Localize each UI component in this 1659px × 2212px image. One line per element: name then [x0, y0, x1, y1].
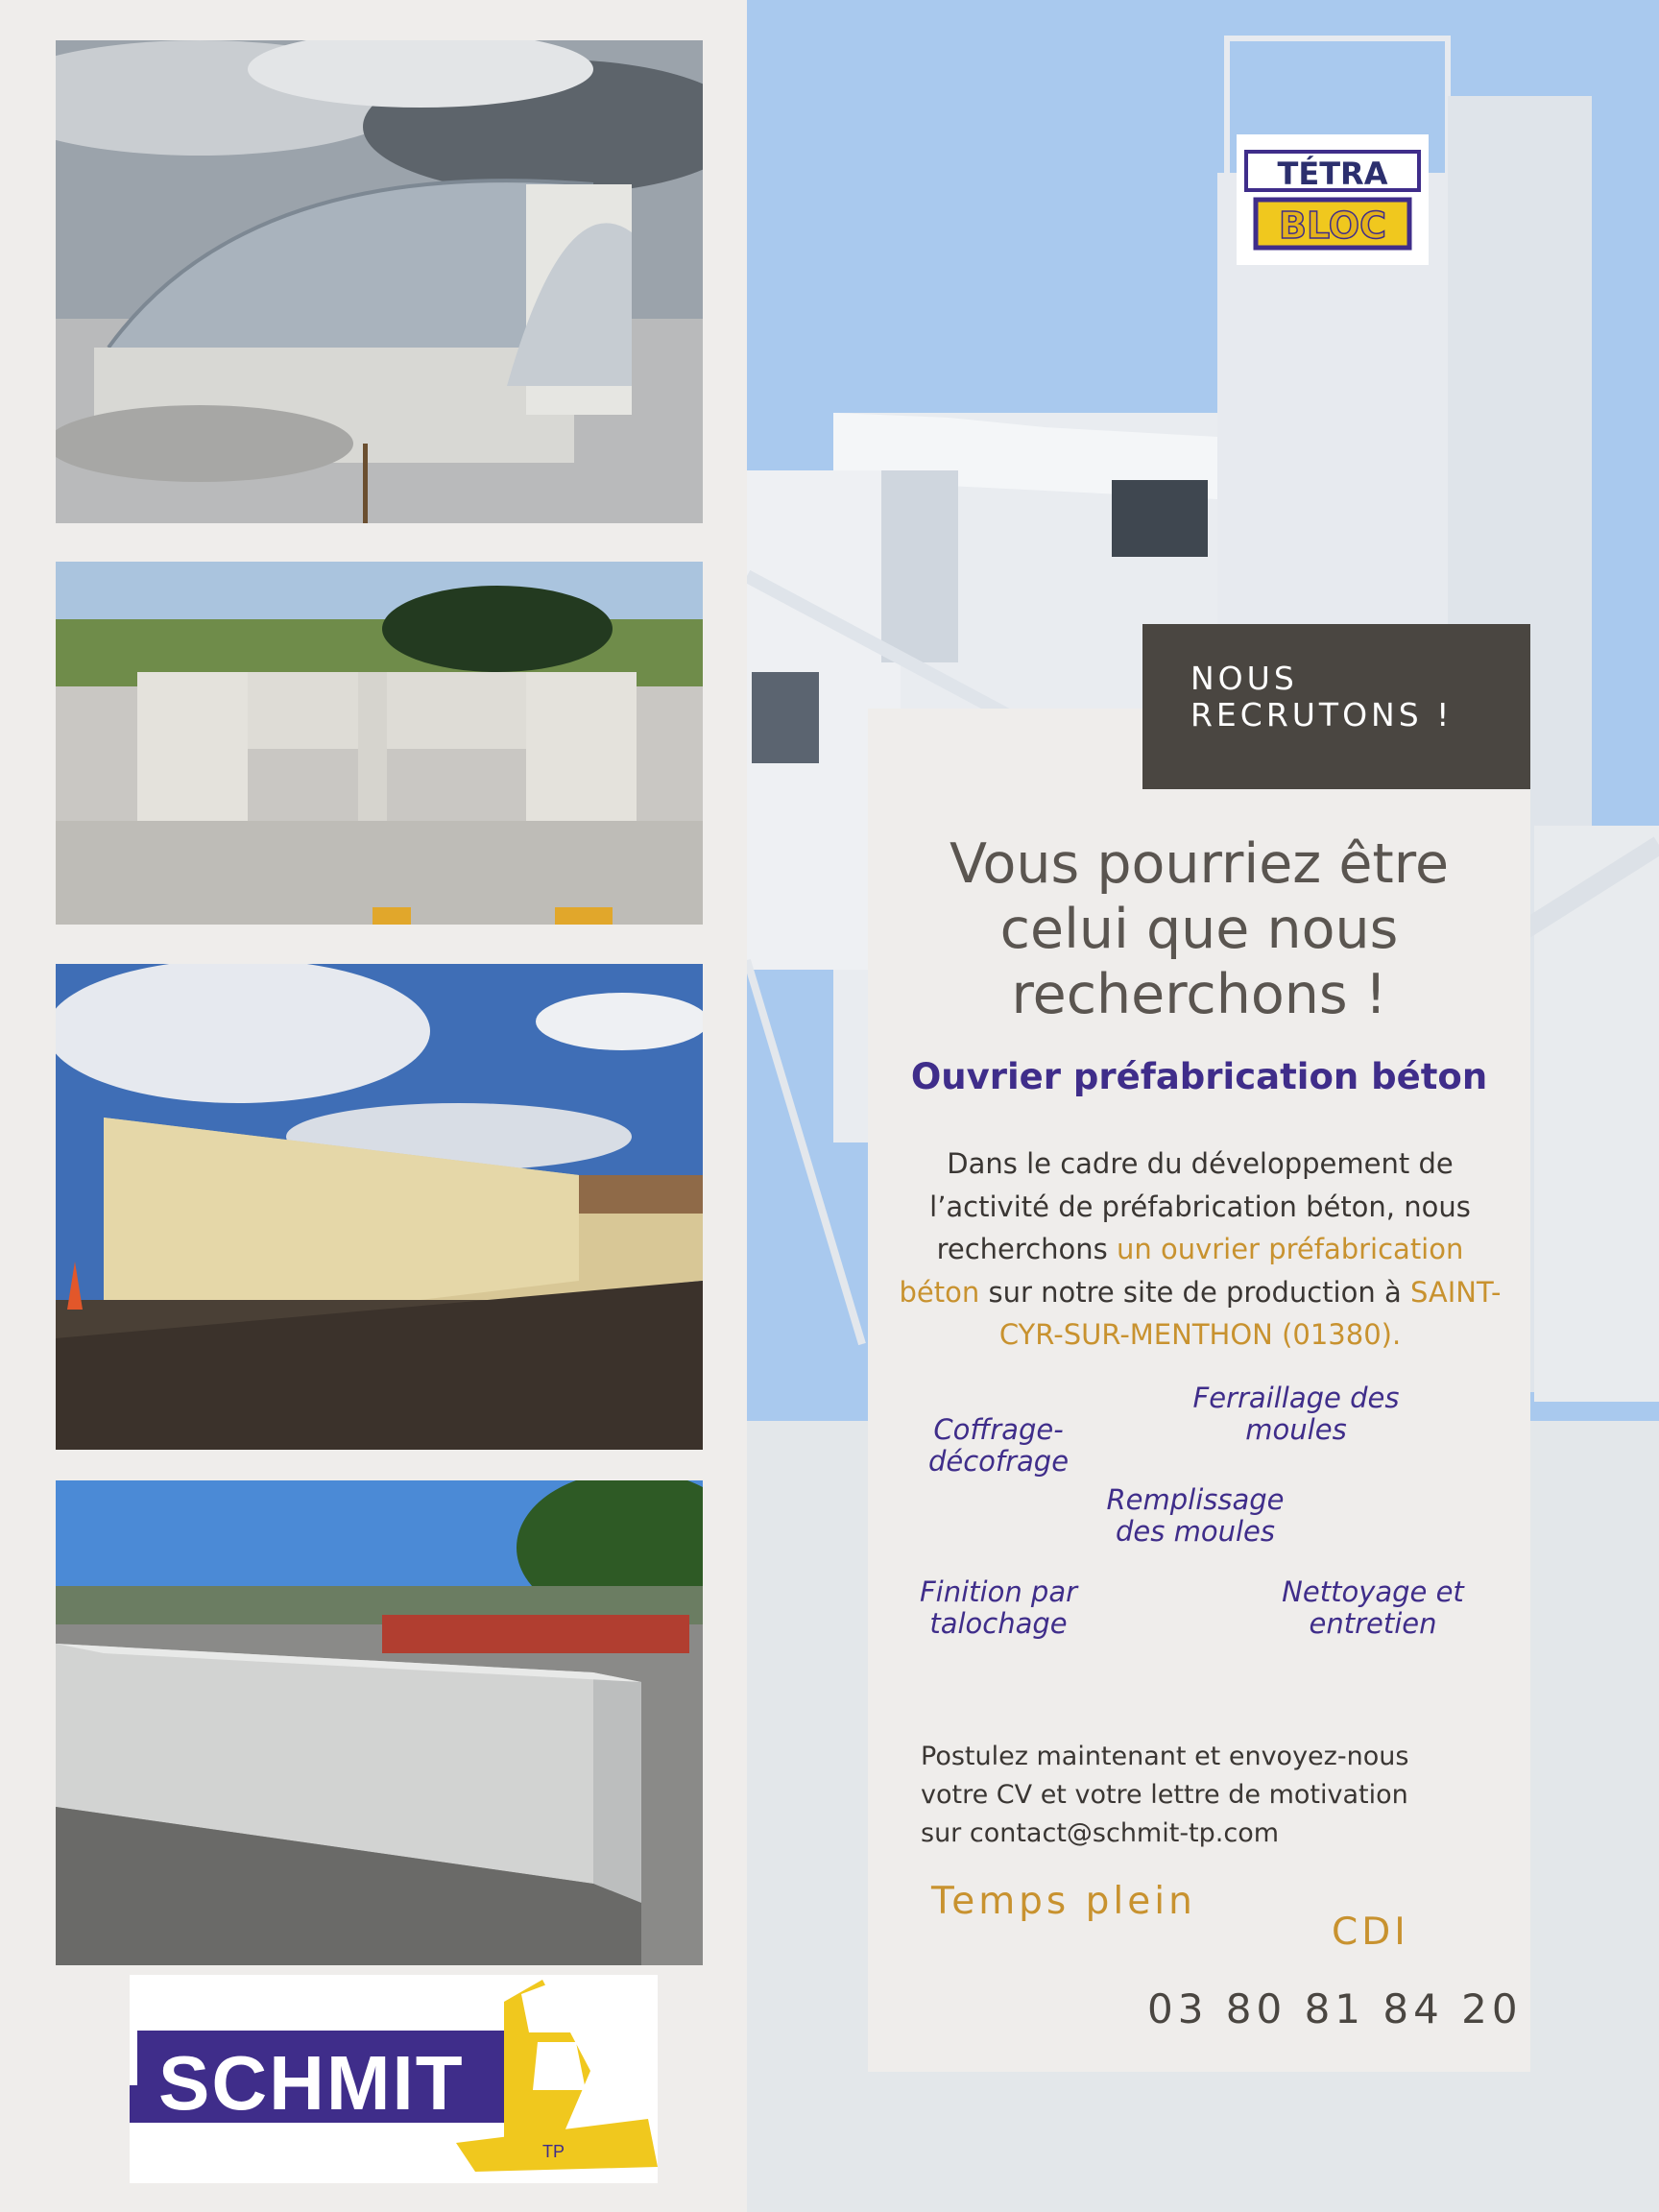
- description-text-1: Dans le cadre du développement de l’activité de préfabrication béton, nous recherchons: [929, 1147, 1471, 1265]
- svg-text:BLOC: BLOC: [1278, 204, 1387, 247]
- apply-line-2: votre CV et votre lettre de motivation: [921, 1780, 1408, 1810]
- apply-line-3: sur contact@schmit-tp.com: [921, 1818, 1280, 1848]
- contract-type-label: CDI: [1332, 1911, 1409, 1954]
- task-line: Nettoyage et: [1282, 1575, 1464, 1608]
- left-photo-column: [0, 0, 747, 2212]
- svg-text:TP: TP: [542, 2142, 565, 2161]
- headline-line-3: recherchons !: [1011, 963, 1387, 1026]
- recruiting-badge: [1142, 624, 1530, 789]
- task-line: moules: [1245, 1413, 1347, 1446]
- apply-line-1: Postulez maintenant et envoyez-nous: [921, 1742, 1409, 1771]
- headline-line-1: Vous pourriez être: [949, 832, 1450, 896]
- description-highlight-role: un ouvrier préfabrication béton: [899, 1233, 1464, 1309]
- task-nettoyage: [1277, 1576, 1469, 1640]
- photo-block-wall: [56, 964, 703, 1450]
- task-coffrage: [912, 1414, 1085, 1478]
- badge-line-1: NOUS: [1190, 660, 1298, 697]
- svg-text:TÉTRA: TÉTRA: [1277, 156, 1388, 192]
- task-finition: [912, 1576, 1085, 1640]
- headline: [868, 831, 1530, 1027]
- schmit-tp-logo: [130, 1975, 658, 2183]
- job-title: Ouvrier préfabrication béton: [910, 1056, 1488, 1097]
- task-remplissage: [1094, 1484, 1296, 1548]
- phone-number: 03 80 81 84 20: [1147, 1985, 1523, 2032]
- description-highlight-location: SAINT-CYR-SUR-MENTHON (01380).: [998, 1275, 1502, 1351]
- badge-line-2: RECRUTONS !: [1190, 696, 1454, 733]
- photo-block-bays: [56, 562, 703, 925]
- task-line: Finition par: [919, 1575, 1078, 1608]
- headline-line-2: celui que nous: [999, 898, 1399, 961]
- photo-storage-hangar: [56, 40, 703, 523]
- task-line: des moules: [1116, 1515, 1275, 1548]
- task-line: Ferraillage des: [1192, 1382, 1400, 1414]
- apply-instructions: [921, 1738, 1497, 1853]
- svg-text:SCHMIT: SCHMIT: [158, 2040, 465, 2126]
- description-text-2: sur notre site de production à: [979, 1275, 1410, 1309]
- contract-time-label: Temps plein: [931, 1880, 1196, 1923]
- task-line: talochage: [929, 1607, 1068, 1640]
- task-ferraillage: [1171, 1382, 1421, 1446]
- task-line: Remplissage: [1106, 1483, 1285, 1516]
- task-line: Coffrage-: [933, 1413, 1064, 1446]
- photo-block-yard: [56, 1480, 703, 1965]
- task-line: décofrage: [927, 1445, 1070, 1478]
- job-description: [893, 1142, 1507, 1357]
- tetra-bloc-logo: [1237, 134, 1429, 265]
- task-line: entretien: [1309, 1607, 1437, 1640]
